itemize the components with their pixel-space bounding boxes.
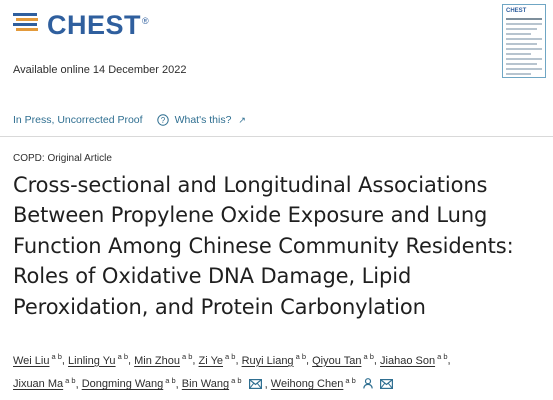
author-affiliation[interactable]: a b [295, 352, 306, 361]
author[interactable] [270, 375, 393, 391]
author-affiliation[interactable]: a b [437, 352, 448, 361]
article-title: Cross-sectional and Longitudinal Associations Between Propylene Oxide Exposure and Lung Function Among Chinese Community Residents: Roles of Oxidative DNA Damage, Lipid Peroxidation, and Protein Carbonylation [13, 173, 514, 319]
author[interactable] [312, 352, 374, 367]
cover-line [506, 43, 537, 45]
author-affiliation[interactable]: a b [231, 375, 242, 385]
cover-line [506, 48, 542, 50]
person-icon[interactable] [363, 378, 373, 389]
svg-text:?: ? [160, 115, 165, 125]
cover-title: CHEST [506, 8, 527, 14]
cover-line [506, 38, 542, 40]
author-list: Wei Liu $^{a b}$, Linling Yu $^{a b}$, Min Zhou $^{a b}$, Zi Ye $^{a b}$, Ruyi Liang $^{a b}$, Qiyou Tan $^{a b}$, Jiahao Son $^{a b}$, Jixuan Ma $^{a b}$, Dongming Wang $^{a b}$, Bin Wang $^{a b}$ , Weihong Chen $^{a b}$ [13, 352, 451, 391]
chest-logo-icon [13, 12, 41, 34]
cover-line [506, 58, 542, 60]
cover-line [506, 33, 531, 35]
author[interactable] [134, 352, 193, 367]
author-affiliation[interactable]: a b [117, 352, 128, 361]
external-link-icon: ↗ [238, 115, 246, 125]
journal-cover-thumbnail[interactable] [502, 4, 546, 78]
author-name[interactable]: Jixuan Ma [13, 378, 64, 391]
author-affiliation[interactable]: a b [225, 352, 236, 361]
article-type: COPD: Original Article [13, 153, 112, 164]
author-affiliation[interactable]: a b [51, 352, 62, 361]
help-circle-icon[interactable] [157, 114, 169, 126]
cover-line [506, 68, 542, 70]
author-affiliation[interactable]: a b [65, 375, 76, 385]
author[interactable] [380, 352, 448, 367]
author[interactable] [181, 375, 265, 391]
author-name[interactable]: Min Zhou [134, 354, 180, 367]
cover-line [506, 18, 542, 20]
cover-line [506, 73, 531, 75]
whats-this-label: What's this? [174, 114, 232, 126]
author-name[interactable]: Jiahao Son [380, 354, 436, 367]
author-affiliation[interactable]: a b [363, 352, 374, 361]
author-name[interactable]: Linling Yu [68, 354, 116, 367]
proof-status-label: In Press, Uncorrected Proof [13, 114, 143, 126]
author[interactable] [13, 375, 76, 391]
author[interactable] [13, 352, 62, 367]
mail-icon[interactable] [380, 379, 393, 389]
author[interactable] [198, 352, 236, 367]
author-name[interactable]: Dongming Wang [81, 378, 164, 391]
author-affiliation[interactable]: a b [165, 375, 176, 385]
author-name[interactable]: Ruyi Liang [241, 354, 294, 367]
whats-this-link[interactable] [175, 114, 246, 126]
available-online-date: Available online 14 December 2022 [13, 64, 187, 76]
cover-line [506, 53, 531, 55]
section-divider [0, 136, 553, 137]
proof-status-row [13, 114, 246, 126]
author[interactable] [68, 352, 128, 367]
journal-logo[interactable] [13, 6, 149, 40]
author-name[interactable]: Zi Ye [198, 354, 224, 367]
cover-line [506, 28, 537, 30]
author-affiliation[interactable]: a b [181, 352, 193, 361]
author-name[interactable]: Wei Liu [13, 354, 50, 367]
cover-line [506, 23, 542, 25]
author-name[interactable]: Qiyou Tan [312, 354, 362, 367]
journal-name: CHEST® [47, 10, 150, 40]
author[interactable] [81, 375, 176, 391]
mail-icon[interactable] [249, 379, 262, 389]
cover-line [506, 63, 537, 65]
author-name[interactable]: Weihong Chen [270, 378, 344, 391]
author-affiliation[interactable]: a b [345, 375, 356, 385]
author-name[interactable]: Bin Wang [181, 378, 230, 391]
author[interactable] [241, 352, 306, 367]
